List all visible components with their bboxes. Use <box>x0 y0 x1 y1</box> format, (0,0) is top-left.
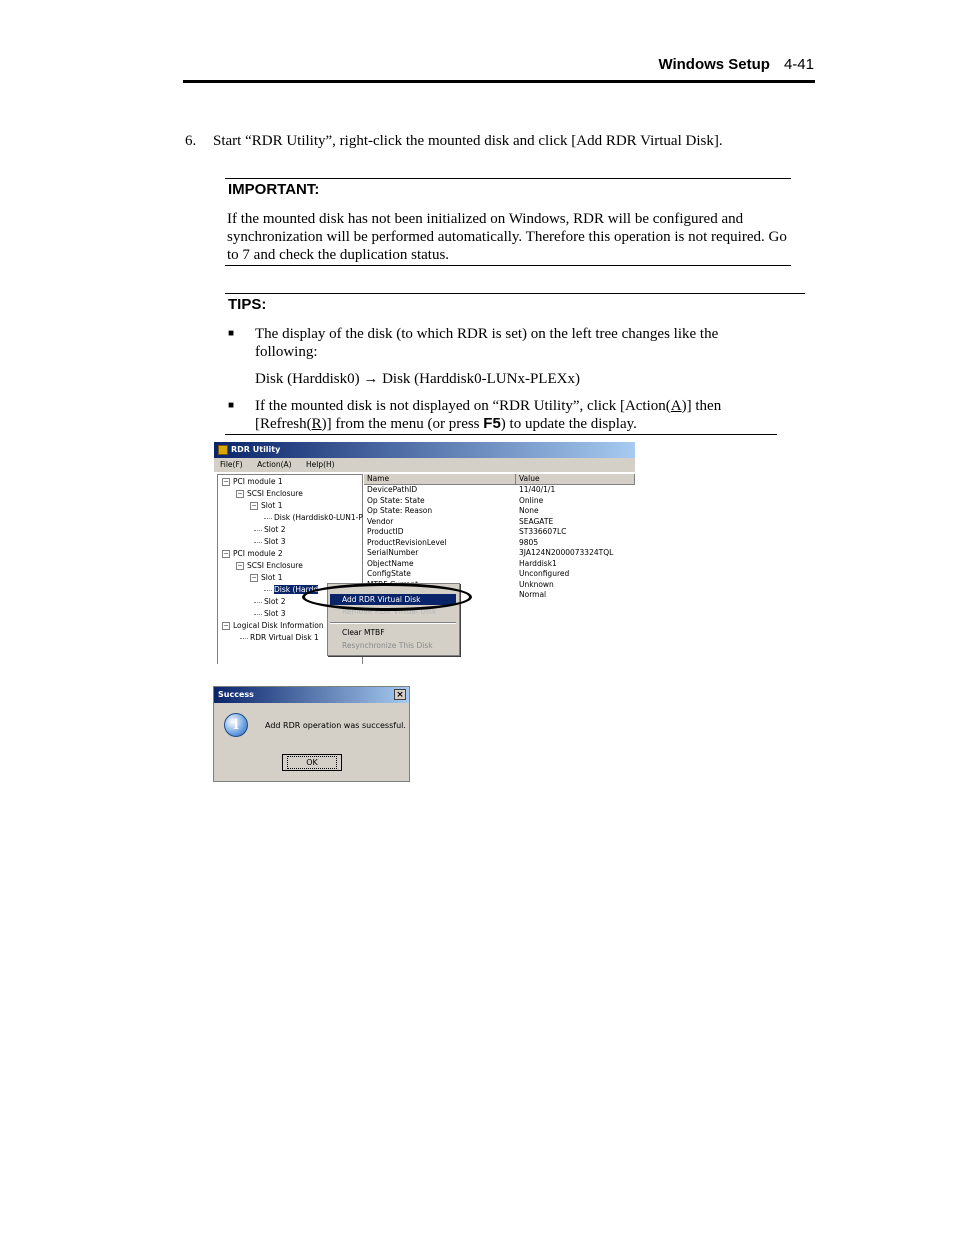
info-icon: i <box>224 713 248 737</box>
tree-node-label: Logical Disk Information <box>233 621 324 630</box>
menu-action[interactable]: Action(A) <box>257 460 292 469</box>
property-row <box>364 527 635 538</box>
page-number: 4-41 <box>783 56 814 73</box>
tree-node[interactable] <box>222 548 283 560</box>
prop-value: SEAGATE <box>519 516 554 526</box>
tip-2-part: If the mounted disk is not displayed on “RDR Utility”, click [Action( <box>255 398 671 414</box>
prop-value: ST336607LC <box>519 527 567 536</box>
prop-name: ProductRevisionLevel <box>367 537 447 547</box>
menu-item-remove-rdr-virtual-disk[interactable]: Remove RDR Virtual Disk <box>342 607 437 616</box>
tree-node[interactable] <box>236 560 303 572</box>
step-number: 6. <box>185 133 197 149</box>
tip-2-part: )] then [Refresh( <box>255 398 722 432</box>
tips-heading: TIPS: <box>228 296 267 313</box>
prop-name: Vendor <box>367 516 394 526</box>
ok-button-label: OK <box>287 756 337 769</box>
hotkey-r: R <box>311 416 322 432</box>
property-row <box>364 548 635 559</box>
tip-2-part: ) to update the display. <box>500 416 637 432</box>
bullet-square: ■ <box>228 400 235 411</box>
prop-name: Op State: Reason <box>367 506 433 515</box>
collapse-icon[interactable]: − <box>223 478 229 485</box>
menu-file[interactable]: File(F) <box>220 460 243 469</box>
dialog-message: Add RDR operation was successful. <box>265 721 406 730</box>
important-body: If the mounted disk has not been initialized on Windows, RDR will be configured and synchronization will be performed automatically. Therefore this operation is not required. Go to 7 and check the duplication status. <box>227 211 787 263</box>
menu-item-add-rdr-virtual-disk[interactable]: Add RDR Virtual Disk <box>330 594 456 605</box>
section-title: Windows Setup <box>658 56 770 73</box>
prop-value: Unconfigured <box>519 569 570 578</box>
tree-node-label: Slot 3 <box>264 609 286 618</box>
prop-value: 9805 <box>519 537 539 547</box>
step-6 <box>185 132 825 150</box>
page-header <box>600 56 814 76</box>
tree-connector <box>254 530 262 531</box>
tree-node[interactable] <box>254 536 286 548</box>
prop-name: ObjectName <box>367 558 414 568</box>
tip-2-text <box>255 397 775 433</box>
tree-node[interactable] <box>222 476 283 488</box>
dialog-title: Success <box>218 690 254 699</box>
prop-value: None <box>519 506 539 515</box>
tree-node-label: Disk (Harddisk0-LUN1-P <box>274 513 363 522</box>
prop-name: ProductID <box>367 527 404 536</box>
tip-1-text: The display of the disk (to which RDR is set) on the left tree changes like the following: <box>255 326 719 360</box>
tree-node-label: Slot 2 <box>264 525 286 534</box>
property-row <box>364 569 635 580</box>
bullet-square: ■ <box>228 328 235 339</box>
prop-value: Normal <box>519 590 547 599</box>
tree-node-label: PCI module 2 <box>233 549 283 558</box>
prop-value: Harddisk1 <box>519 558 557 568</box>
prop-name: Op State: State <box>367 495 425 505</box>
tree-connector <box>254 542 262 543</box>
tree-node-label: SCSI Enclosure <box>247 489 303 498</box>
tree-node-label: Disk (Hardd <box>274 585 319 594</box>
tree-node[interactable] <box>240 632 319 644</box>
property-row <box>364 506 635 517</box>
prop-name: ConfigState <box>367 569 411 578</box>
menu-separator <box>330 622 456 624</box>
tree-node[interactable] <box>236 488 303 500</box>
tree-connector <box>240 638 248 639</box>
rdr-menubar <box>214 458 635 472</box>
menu-item-resynchronize[interactable]: Resynchronize This Disk <box>342 641 433 650</box>
collapse-icon[interactable]: − <box>223 622 229 629</box>
property-header <box>364 474 635 485</box>
column-value[interactable]: Value <box>516 474 635 484</box>
hotkey-a: A <box>670 398 682 414</box>
collapse-icon[interactable]: − <box>251 502 257 509</box>
prop-value: 11/40/1/1 <box>519 485 556 494</box>
prop-value: 3JA124N2000073324TQL <box>519 548 614 557</box>
tip-2-part: )] from the menu (or press <box>321 416 484 432</box>
tree-node-label: PCI module 1 <box>233 477 283 486</box>
tree-node[interactable] <box>254 608 286 620</box>
rdr-title: RDR Utility <box>231 445 281 454</box>
collapse-icon[interactable]: − <box>251 574 257 581</box>
rdr-title-bar <box>214 442 635 458</box>
column-name[interactable]: Name <box>364 474 516 484</box>
tree-connector <box>264 590 272 591</box>
property-row <box>364 485 635 496</box>
prop-name: DevicePathID <box>367 485 418 494</box>
property-row <box>364 559 635 570</box>
menu-item-clear-mtbf[interactable]: Clear MTBF <box>342 628 385 637</box>
dialog-title-bar <box>214 687 409 703</box>
important-heading: IMPORTANT: <box>228 181 320 198</box>
tree-node[interactable] <box>254 596 286 608</box>
tree-node[interactable] <box>222 620 324 632</box>
tip-transition: Disk (Harddisk0) → Disk (Harddisk0-LUNx-PLEXx) <box>255 371 580 387</box>
tree-node-label: Slot 3 <box>264 537 286 546</box>
tree-node-label: Slot 1 <box>261 501 283 510</box>
important-bottom-rule <box>225 265 791 266</box>
tree-node-label: SCSI Enclosure <box>247 561 303 570</box>
property-row <box>364 496 635 507</box>
tree-node[interactable] <box>250 500 283 512</box>
collapse-icon[interactable]: − <box>237 490 243 497</box>
menu-help[interactable]: Help(H) <box>305 460 335 469</box>
prop-name: SerialNumber <box>367 548 419 557</box>
important-top-rule <box>225 178 791 179</box>
tips-bottom-rule <box>225 434 777 435</box>
tips-top-rule <box>225 293 805 294</box>
header-rule <box>183 80 815 83</box>
prop-value: Unknown <box>519 579 554 589</box>
tree-connector <box>254 602 262 603</box>
tree-node[interactable] <box>254 524 286 536</box>
tree-node-label: Slot 2 <box>264 597 286 606</box>
collapse-icon[interactable]: − <box>237 562 243 569</box>
tree-node-label: Slot 1 <box>261 573 283 582</box>
tree-node[interactable] <box>250 572 283 584</box>
highlight-oval <box>302 583 472 611</box>
property-row <box>364 538 635 549</box>
app-icon <box>218 445 228 455</box>
close-icon[interactable]: × <box>394 689 406 700</box>
prop-value: Online <box>519 495 544 505</box>
ok-button[interactable] <box>282 754 342 771</box>
property-row <box>364 517 635 528</box>
collapse-icon[interactable]: − <box>223 550 229 557</box>
success-dialog <box>213 686 410 782</box>
key-f5: F5 <box>483 415 501 432</box>
tree-connector <box>264 518 272 519</box>
step-text: Start “RDR Utility”, right-click the mounted disk and click [Add RDR Virtual Disk]. <box>213 133 723 149</box>
tree-connector <box>254 614 262 615</box>
tree-node-label: RDR Virtual Disk 1 <box>250 633 319 642</box>
tree-node[interactable] <box>264 512 363 524</box>
